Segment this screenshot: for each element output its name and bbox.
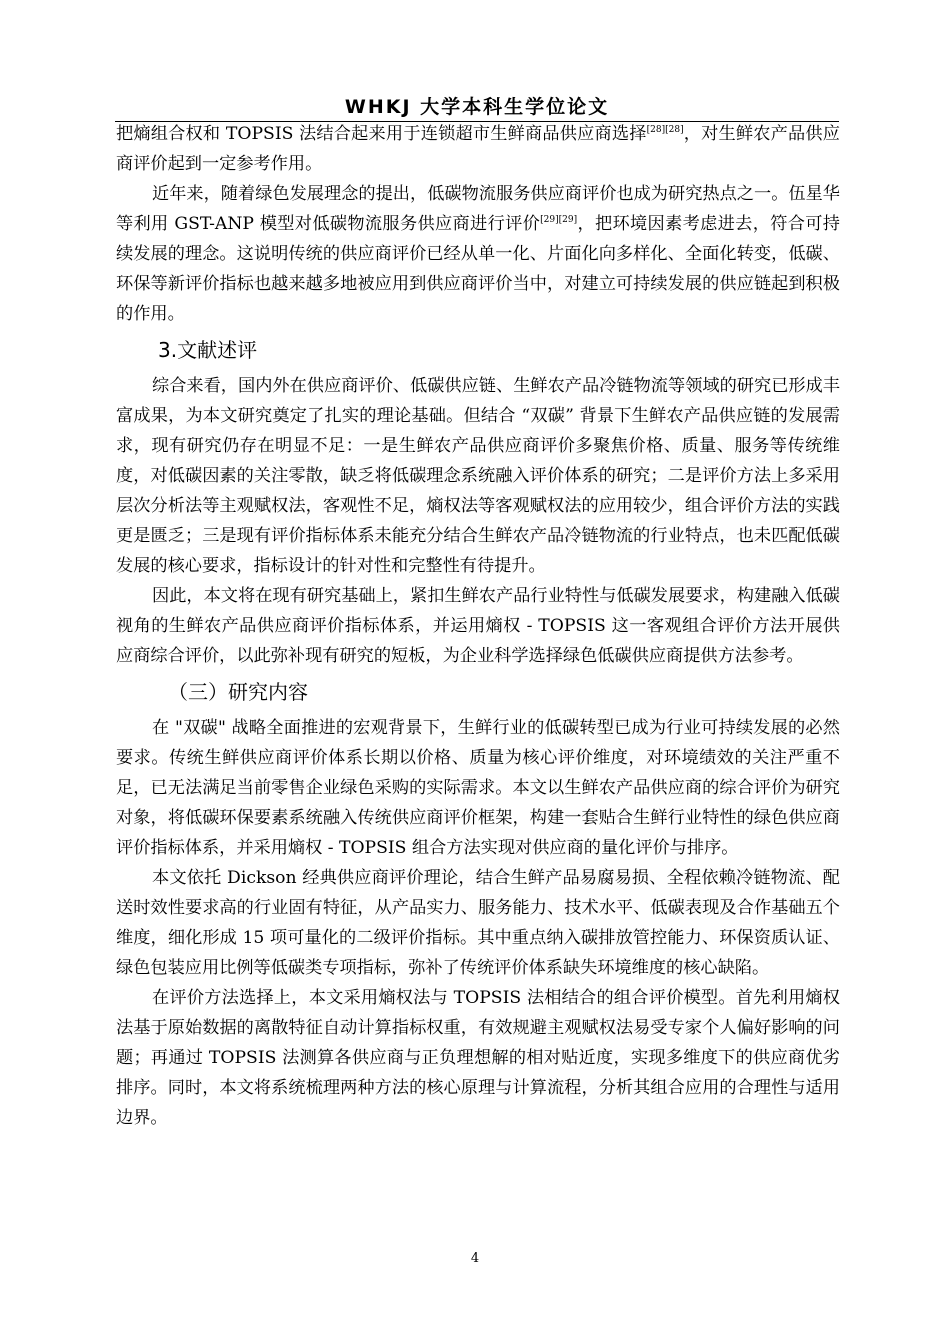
paragraph: 因此，本文将在现有研究基础上，紧扣生鲜农产品行业特性与低碳发展要求，构建融入低碳视角的生鲜农产品供应商评价指标体系，并运用熵权 - TOPSIS 这一客观组合评价方法开展供应商综合评价，以此弥补现有研究的短板，为企业科学选择绿色低碳供应商提供方法参考。 (116, 586, 840, 666)
citation: [28][28] (646, 125, 684, 135)
page-header-title: WHKJ 大学本科生学位论文 (344, 96, 610, 118)
paragraph-text: ，把环境因素考虑进去，符合可持续发展的理念。这说明传统的供应商评价已经从单一化、片面化向多样化、全面化转变，低碳、环保等新评价指标也越来越多地被应用到供应商评价当中，对建立可持续发展的供应链起到积极的作用。 (116, 214, 840, 324)
paragraph-text: 近年来，随着绿色发展理念的提出，低碳物流服务供应商评价也成为研究热点之一。伍星华等利用 GST-ANP 模型对低碳物流服务供应商进行评价 (116, 184, 840, 234)
paragraph: 本文依托 Dickson 经典供应商评价理论，结合生鲜产品易腐易损、全程依赖冷链物流、配送时效性要求高的行业固有特征，从产品实力、服务能力、技术水平、低碳表现及合作基础五个维度，细化形成 15 项可量化的二级评价指标。其中重点纳入碳排放管控能力、环保资质认证、绿色包装应用比例等低碳类专项指标，弥补了传统评价体系缺失环境维度的核心缺陷。 (116, 868, 840, 978)
paragraph (116, 119, 840, 179)
section-heading-research-content: （三）研究内容 (168, 680, 308, 704)
paragraph (116, 179, 840, 329)
paragraph: 综合来看，国内外在供应商评价、低碳供应链、生鲜农产品冷链物流等领域的研究已形成丰富成果，为本文研究奠定了扎实的理论基础。但结合 “双碳” 背景下生鲜农产品供应链的发展需求，现有研究仍存在明显不足：一是生鲜农产品供应商评价多聚焦价格、质量、服务等传统维度，对低碳因素的关注零散，缺乏将低碳理念系统融入评价体系的研究；二是评价方法上多采用层次分析法等主观赋权法，客观性不足，熵权法等客观赋权法的应用较少，组合评价方法的实践更是匮乏；三是现有评价指标体系未能充分结合生鲜农产品冷链物流的行业特点，也未匹配低碳发展的核心要求，指标设计的针对性和完整性有待提升。 (116, 376, 840, 576)
document-body (116, 119, 840, 1133)
paragraph: 在评价方法选择上，本文采用熵权法与 TOPSIS 法相结合的组合评价模型。首先利用熵权法基于原始数据的离散特征自动计算指标权重，有效规避主观赋权法易受专家个人偏好影响的问题；再通过 TOPSIS 法测算各供应商与正负理想解的相对贴近度，实现多维度下的供应商优劣排序。同时，本文将系统梳理两种方法的核心原理与计算流程，分析其组合应用的合理性与适用边界。 (116, 988, 840, 1128)
paragraph-text: 把熵组合权和 TOPSIS 法结合起来用于连锁超市生鲜商品供应商选择 (116, 124, 647, 144)
paragraph-text: ，对生鲜农产品供应商评价起到一定参考作用。 (116, 124, 840, 174)
section-heading-literature-review: 3.文献述评 (158, 338, 258, 362)
citation: [29][29] (540, 215, 578, 225)
paragraph: 在 "双碳" 战略全面推进的宏观背景下，生鲜行业的低碳转型已成为行业可持续发展的必然要求。传统生鲜供应商评价体系长期以价格、质量为核心评价维度，对环境绩效的关注严重不足，已无法满足当前零售企业绿色采购的实际需求。本文以生鲜农产品供应商的综合评价为研究对象，将低碳环保要素系统融入传统供应商评价框架，构建一套贴合生鲜行业特性的绿色供应商评价指标体系，并采用熵权 - TOPSIS 组合方法实现对供应商的量化评价与排序。 (116, 718, 840, 858)
page-number: 4 (470, 1251, 480, 1266)
